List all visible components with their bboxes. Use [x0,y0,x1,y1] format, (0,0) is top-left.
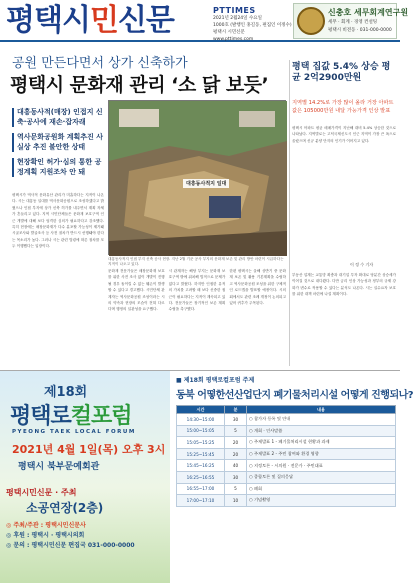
table-row [177,414,396,426]
schedule-minutes: 20 [225,448,247,460]
schedule-table [176,405,396,507]
forum-detail: ◎ 문의 : 평택시민신문 편집국 031-000-0000 [6,542,135,549]
article-body-column: 시 관계자는 해당 부지는 문화재 보호구역 밖에 위치해 법적으로 문제가 없다고 밝혔다. 하지만 인접한 유적의 가치를 고려할 때 보다 신중한 접근이 필요하다는 지적이 계속되고 있다. 전문가들은 장기적인 보존 계획 수립을 촉구했다. [168,269,226,312]
publisher: 평택시 시민신문 [213,30,245,35]
forum-details [6,521,170,551]
masthead [0,0,409,42]
article-subheads [12,108,104,183]
schedule-minutes: 40 [225,460,247,472]
newspaper-title[interactable]: 평택시민신문 [6,3,174,38]
schedule-minutes: 10 [225,495,247,507]
photo-caption: 대흥동사적지 인접 부지 신축 공사 현장. 지난 2월 기준 공사 부지의 문화재 보존 및 관리 방안 마련이 시급하다는 지적이 나오고 있다. [108,257,284,266]
table-row [177,448,396,460]
forum-detail: ◎ 후원 : 평택시 · 평택시의회 [6,532,85,539]
sidebar-byline: 이 정 수 기자 [350,262,374,267]
schedule-item: ○ 개회 · 인사말씀 [247,425,396,437]
article-body-left: 평택시가 역사적 문화유산 관리가 미흡하다는 지적이 나온다. 시는 대흥동 일대를 역사문화공원으로 조성하겠다고 밝혔으나 인접 부지에 상가 신축 허가를 내주면서 계획 자체가 흔들리고 있다. 지역 시민단체들은 문화재 보호구역 인근 개발에 대해 보다 엄격한 심의가 필요하다고 강조했다. 특히 현장에는 매장문화재가 다수 분포할 가능성이 제기돼 시굴조사와 발굴조사 등 사전 절차가 반드시 선행돼야 한다는 목소리가 높다. 그러나 시는 관련 법령에 따른 절차를 모두 이행했다는 입장이다. [12,193,104,249]
schedule-time: 15:00~15:05 [177,425,225,437]
sidebar-body-continued: 부동산 업계는 교통망 확충과 대기업 투자 확대로 당분간 상승세가 이어질 것으로 내다봤다. 다만 금리 인상 가능성과 정부의 규제 강화가 변수로 작용할 수 있다는 분석도 나온다. 시는 실수요자 보호를 위한 대책 마련에 나설 계획이다. [292,273,396,297]
article-body-column: 문화재 전문가들은 매장문화재 보호를 위한 사전 조사 없이 개발이 진행될 경우 돌이킬 수 없는 훼손이 발생할 수 있다고 경고했다. 시민단체 관계자는 역사문화공원 조성이라는 시의 약속과 현장의 모습이 전혀 다르다며 행정의 일관성을 요구했다. [108,269,165,312]
sidebar-subhead: 지역별 14.2%로 가장 많이 올라 거장 아파트값은 105000만원 내달 가능가격 인상 발표 [292,100,394,114]
table-row [177,437,396,449]
schedule-minutes: 5 [225,483,247,495]
schedule-time: 17:00~17:10 [177,495,225,507]
table-row [177,483,396,495]
forum-edition: 제18회 [44,385,88,400]
article-body [108,268,286,368]
schedule-label: ■ 제18회 평택로컬포럼 주제 [176,377,255,384]
article-photo[interactable] [108,100,286,255]
forum-title: 평택로컬포럼 [10,404,132,429]
issue-number: 1000호 (발행인 홍길동, 편집인 이정수) [213,23,292,28]
schedule-topic: 동북 어떻한선산업단지 폐기물처리시설 어떻게 진행되나? [176,390,413,401]
article-body-column: 한편 평택시는 올해 상반기 중 문화재 보존 및 활용 기본계획을 수립하고 역사문화공원 조성을 위한 구체적인 로드맵을 발표할 예정이다. 시의회에서도 관련 조례 개정이 논의되고 있어 귀추가 주목된다. [229,269,287,306]
table-row [177,471,396,483]
schedule-item: ○ 종합토론 및 질의응답 [247,471,396,483]
forum-schedule [176,375,413,580]
schedule-item: ○ 폐회 [247,483,396,495]
subhead: 현장확인 허가·심의 통한 공정계획 지원조차 안 돼 [12,158,104,177]
schedule-item: ○ 기념촬영 [247,495,396,507]
schedule-time: 14:30~15:00 [177,414,225,426]
forum-date: 2021년 4월 1일(목) 오후 3시 [12,443,166,456]
sidebar-headline[interactable]: 평택 집값 5.4% 상승 평균 2억2900만원 [292,62,391,83]
column-header: 분 [225,406,247,414]
forum-detail: ◎ 주최/주관 : 평택시민신문사 [6,522,86,529]
ad-line: 평택시 비전동 · 031-000-0000 [328,28,392,33]
forum-room: 소공연장(2층) [26,501,104,515]
schedule-item: ○ 주제발표 1 - 폐기물처리시설 현황과 과제 [247,437,396,449]
ad-logo-icon [297,7,325,35]
table-header-row [177,406,396,414]
schedule-minutes: 30 [225,471,247,483]
issue-info [213,6,292,43]
photo-label: 대흥동사적지 일대 [183,179,229,188]
schedule-item: ○ 참가자 등록 및 안내 [247,414,396,426]
schedule-minutes: 20 [225,437,247,449]
ad-line: 세무 · 회계 · 경영 컨설팅 [328,20,378,25]
schedule-time: 16:55~17:00 [177,483,225,495]
schedule-item: ○ 지정토론 - 시의원 · 전문가 · 주민대표 [247,460,396,472]
schedule-time: 15:45~16:25 [177,460,225,472]
forum-advertisement[interactable] [0,370,413,582]
forum-english-title: PYEONG TAEK LOCAL FORUM [12,429,136,435]
table-row [177,460,396,472]
schedule-minutes: 5 [225,425,247,437]
subhead: 대흥동사적(매장) 인접지 신축·공사에 재손·잡자래 [12,108,104,127]
forum-organizer: 평택시민신문 · 주최 [6,488,77,497]
issue-date: 2021년 2월24일 수요일 [213,16,262,21]
schedule-time: 15:25~15:45 [177,448,225,460]
column-header: 내용 [247,406,396,414]
ad-title: 신충호 세무회계연구원 [328,8,409,17]
table-row [177,425,396,437]
column-divider [289,60,290,366]
article-kicker: 공원 만든다면서 상가 신축하가 [12,56,188,71]
brand-name: PTTIMES [213,6,256,15]
subhead: 역사문화공원화 계획추진 사실상 추진 불안한 상태 [12,133,104,152]
schedule-time: 15:05~15:25 [177,437,225,449]
schedule-minutes: 30 [225,414,247,426]
table-row [177,495,396,507]
header-advertisement[interactable] [293,3,409,39]
column-header: 시간 [177,406,225,414]
sidebar-body: 평택시 아파트 평균 매매가격이 지난해 대비 5.4% 상승한 것으로 나타났다. 지역별로는 고덕국제신도시 인근 지역이 가장 큰 폭으로 올랐으며 신규 분양 단지의 인기가 이어지고 있다. [292,126,396,143]
article-headline[interactable]: 평택시 문화재 관리 ‘소 닭 보듯’ [10,74,269,96]
forum-venue: 평택시 북부문예회관 [18,462,100,472]
forum-poster [0,371,170,583]
schedule-time: 16:25~16:55 [177,471,225,483]
schedule-item: ○ 주제발표 2 - 주민 참여와 환경 영향 [247,448,396,460]
website: www.pttimes.com [213,37,254,42]
